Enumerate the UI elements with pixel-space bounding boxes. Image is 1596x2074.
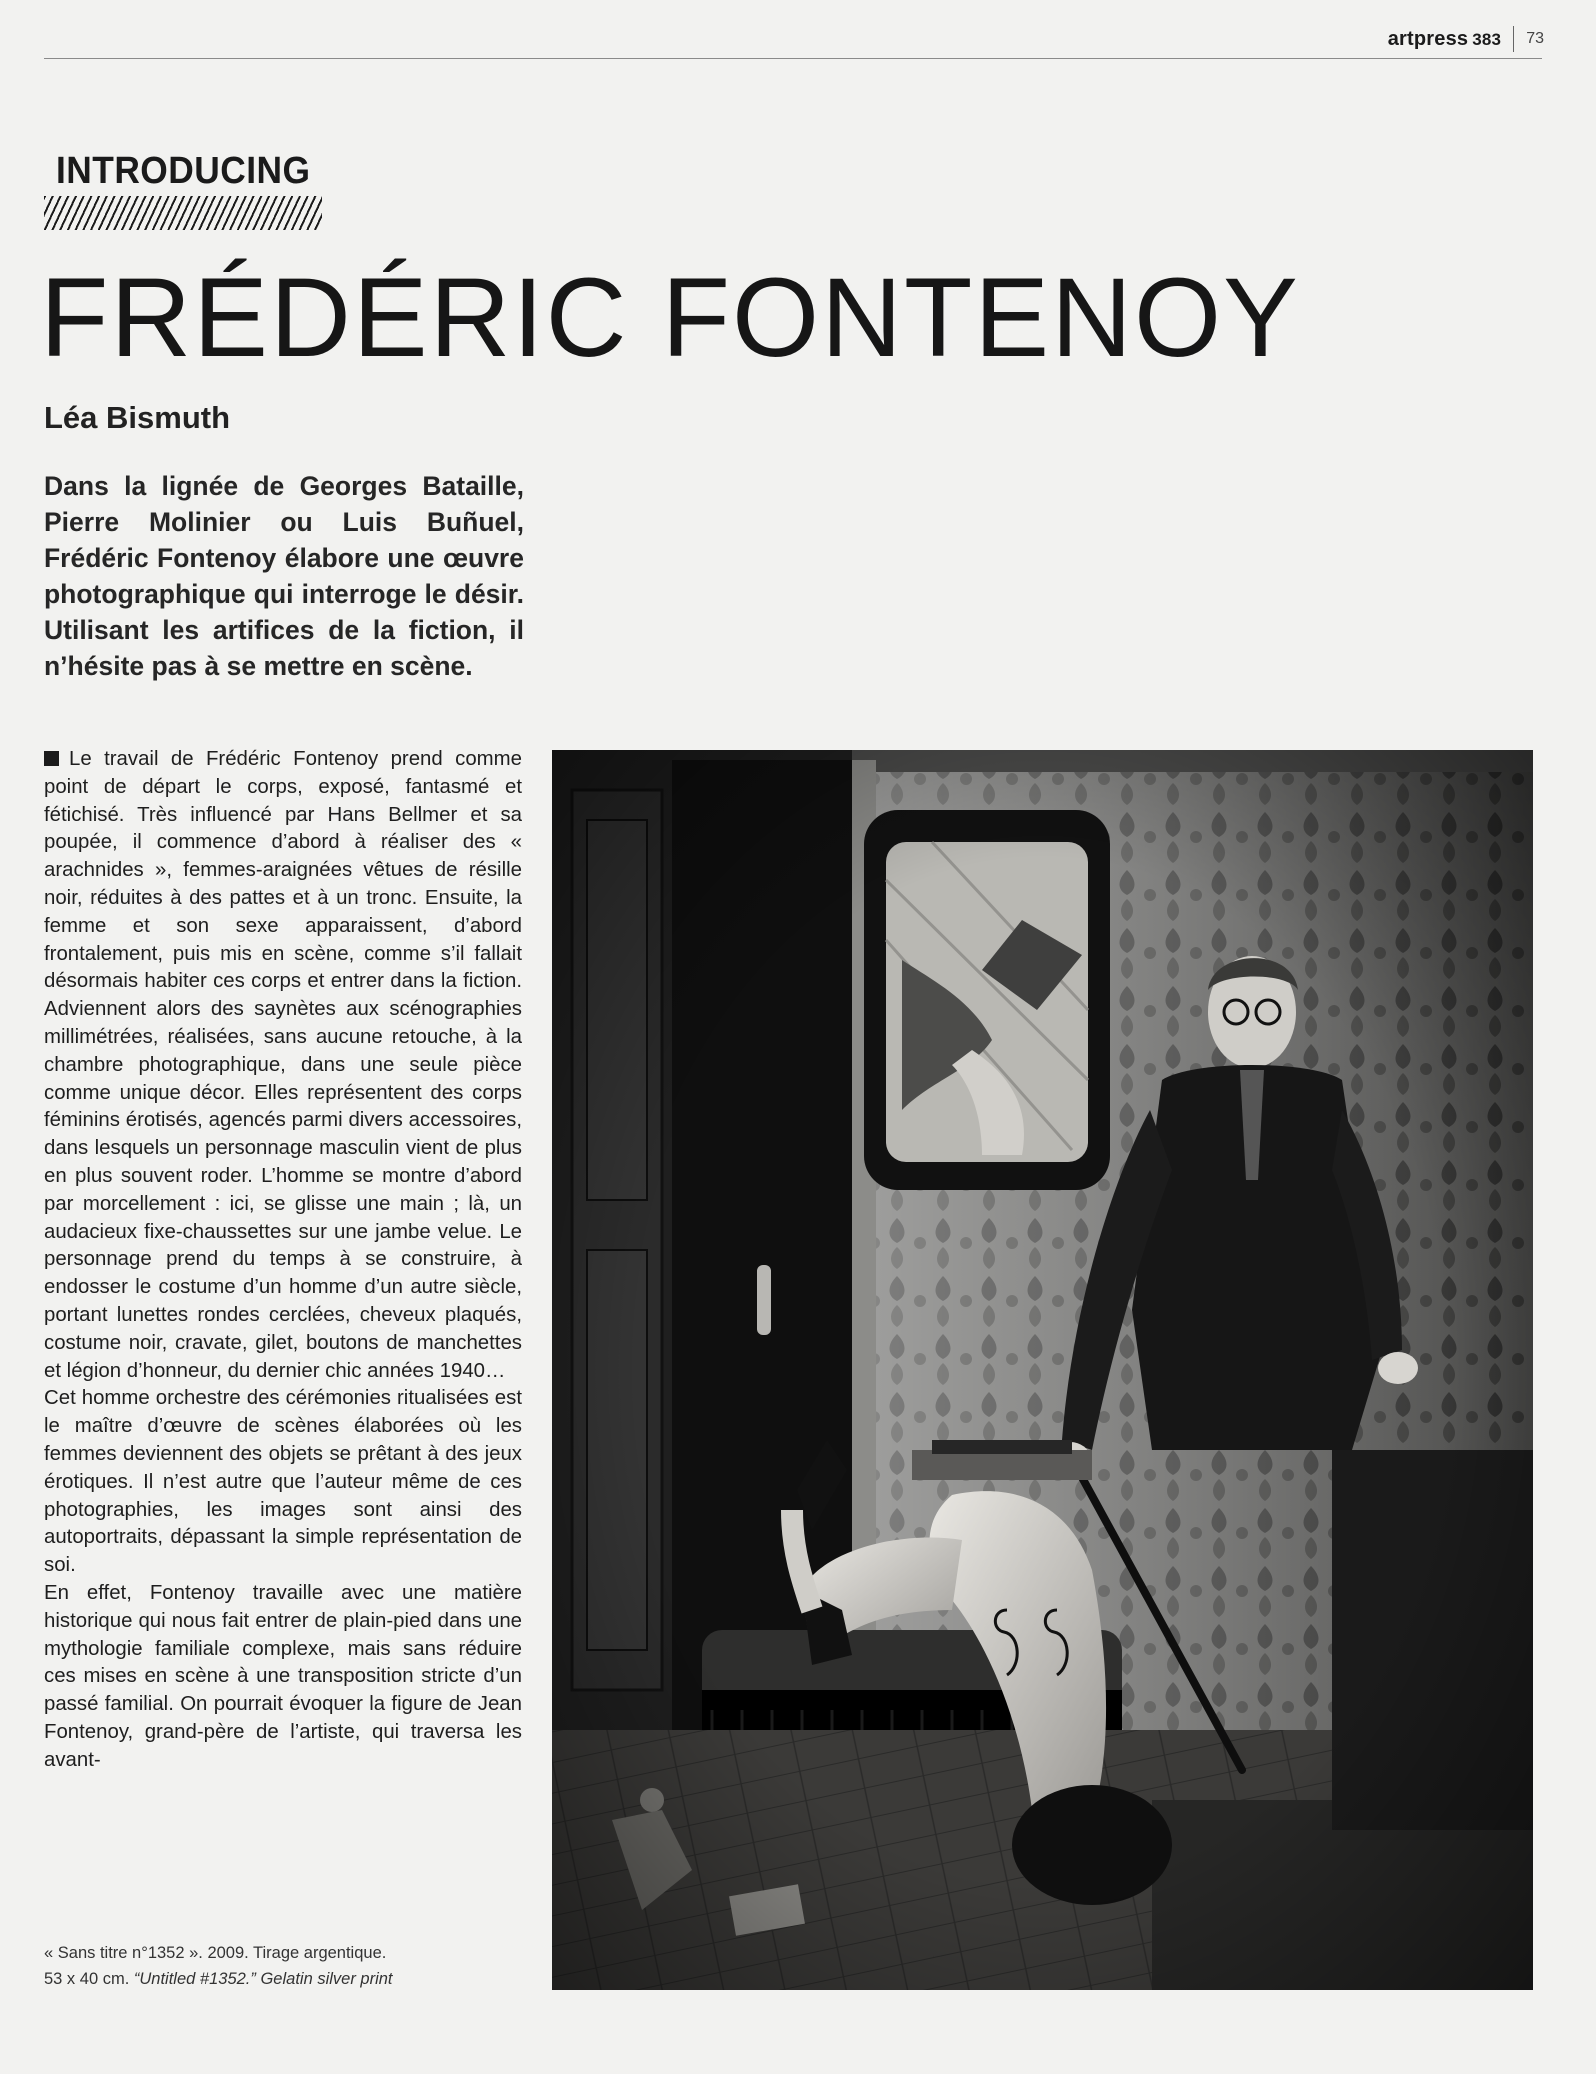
body-paragraph: Le travail de Frédéric Fontenoy prend comme point de départ le corps, exposé, fantasmé et fétichisé. Très influencé par Hans Bellmer et sa poupée, il commence d’abord à réaliser des « arachnides », femmes-araignées vêtues de résille noir, réduites à des pattes et à un tronc. Ensuite, la femme et son sexe apparaissent, d’abord frontalement, puis mis en scène, comme s’il fallait désormais habiter ces corps et entrer dans la fiction. Adviennent alors des saynètes aux scénographies millimétrées, réalisées, sans aucune retouche, à la chambre photographique, dans une seule pièce comme unique décor. Elles représentent des corps féminins érotisés, agencés parmi divers accessoires, dans lesquels un personnage masculin vient de plus en plus souvent roder. L’homme se montre d’abord par morcellement : ici, se glisse une main ; là, un audacieux fixe-chaussettes sur une jambe velue. Le personnage prend du temps à se construire, à endosser le costume d’un homme d’un autre siècle, portant lunettes rondes cerclées, cheveux plaqués, costume noir, cravate, gilet, boutons de manchettes et légion d’honneur, du dernier chic années 1940… — [44, 748, 522, 1382]
author-byline: Léa Bismuth — [44, 400, 231, 435]
issue-number: 383 — [1472, 29, 1502, 49]
caption-english: “Untitled #1352.” Gelatin silver print — [133, 1970, 393, 1988]
masthead — [1388, 26, 1544, 52]
photo-illustration — [552, 750, 1533, 1990]
caption-dimensions: 53 x 40 cm. — [44, 1970, 130, 1988]
article-body — [44, 746, 522, 1774]
article-lede: Dans la lignée de Georges Bataille, Pierre Molinier ou Luis Buñuel, Frédéric Fontenoy élabore une œuvre photographique qui interroge le désir. Utilisant les artifices de la fiction, il n’hésite pas à se mettre en scène. — [44, 471, 524, 681]
caption-french: « Sans titre n°1352 ». 2009. Tirage argentique. — [44, 1944, 387, 1962]
paragraph-bullet-icon — [44, 751, 59, 766]
body-paragraph: Cet homme orchestre des cérémonies ritualisées est le maître d’œuvre de scènes élaborées où les femmes deviennent des objets se prêtant à des jeux érotiques. Il n’est autre que l’auteur même de ces photographies, les images sont ainsi des autoportraits, dépassant la simple représentation de soi. — [44, 1387, 522, 1577]
body-paragraph: En effet, Fontenoy travaille avec une matière historique qui nous fait entrer de plain-pied dans une mythologie familiale complexe, mais sans réduire ces mises en scène à une transposition stricte d’un passé familial. On pourrait évoquer la figure de Jean Fontenoy, grand-père de l’artiste, qui traversa les avant- — [44, 1581, 522, 1771]
masthead-divider — [1513, 26, 1514, 52]
rubric-hatch-decoration — [44, 196, 322, 230]
magazine-name: artpress 383 — [1387, 27, 1502, 50]
header-rule — [44, 58, 1542, 59]
section-rubric: INTRODUCING — [56, 150, 311, 192]
article-title: FRÉDÉRIC FONTENOY — [40, 255, 1300, 380]
page-number: 73 — [1526, 30, 1544, 47]
artwork-photograph — [552, 750, 1533, 1990]
photo-caption — [44, 1940, 514, 1992]
